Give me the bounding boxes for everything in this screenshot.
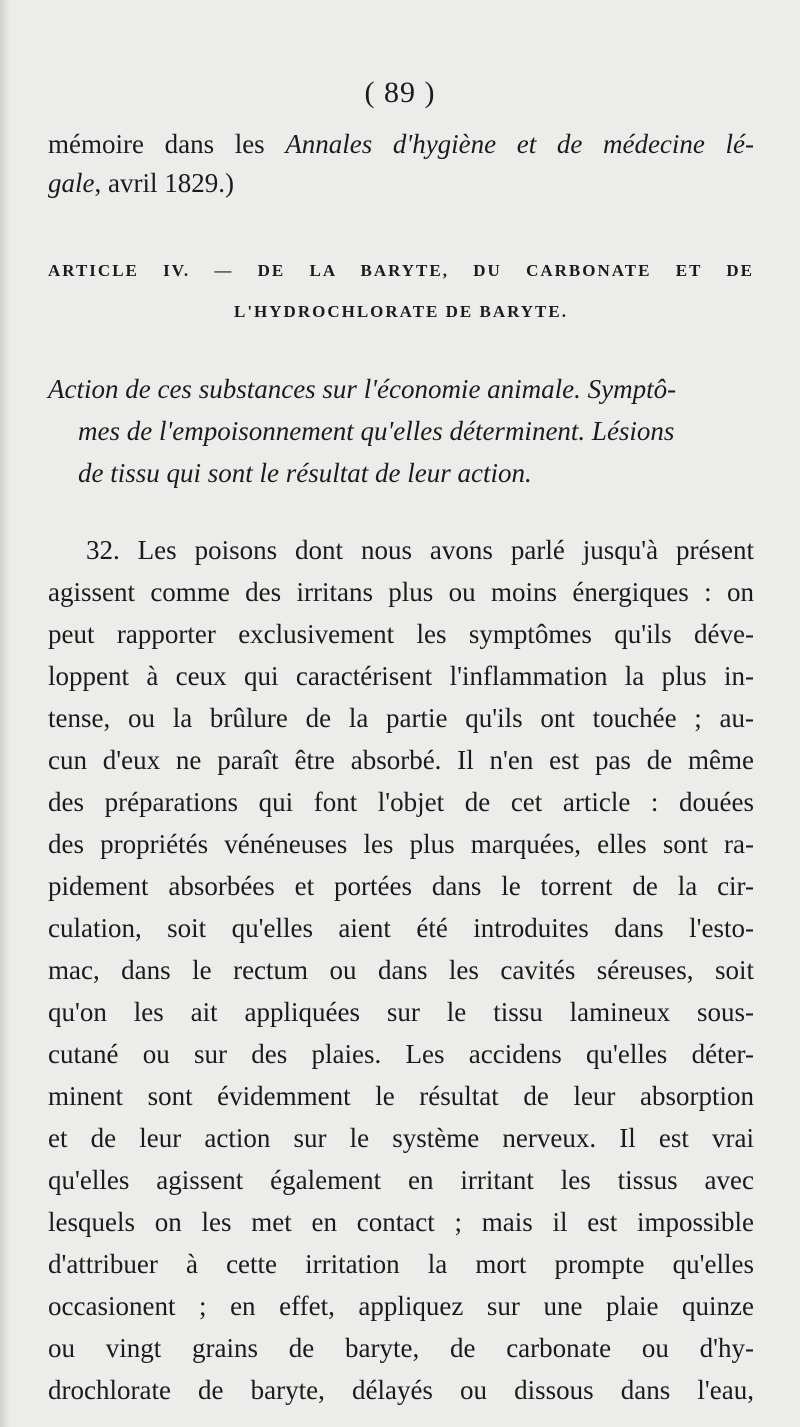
paragraph-line: et de leur action sur le système nerveux. Il est vrai [48,1123,754,1153]
page-number: ( 89 ) [364,76,436,109]
continuation-line-2: gale, avril 1829.) [48,168,234,198]
subheading-line-1: Action de ces substances sur l'économie animale. Symptô- [48,374,677,404]
paragraph-line: d'attribuer à cette irritation la mort prompte qu'elles [48,1249,754,1279]
subheading-line-2: mes de l'empoisonnement qu'elles déterminent. Lésions [78,416,675,446]
paragraph-line: lesquels on les met en contact ; mais il est impossible [48,1207,754,1237]
paragraph-line: agissent comme des irritans plus ou moins énergiques : on [48,577,754,607]
paragraph-line: cutané ou sur des plaies. Les accidens qu'elles déter- [48,1039,754,1069]
paragraph-line: tense, ou la brûlure de la partie qu'ils ont touchée ; au- [48,703,754,733]
paragraph-line: des préparations qui font l'objet de cet article : douées [48,787,754,817]
paragraph-line: 32. Les poisons dont nous avons parlé jusqu'à présent [86,535,754,565]
paragraph-line: qu'elles agissent également en irritant les tissus avec [48,1165,754,1195]
article-heading-line-2: L'HYDROCHLORATE DE BARYTE. [234,302,568,321]
paragraph-line: qu'on les ait appliquées sur le tissu lamineux sous- [48,997,754,1027]
subheading-line-3: de tissu qui sont le résultat de leur action. [78,458,532,488]
paragraph-line: peut rapporter exclusivement les symptômes qu'ils déve- [48,619,754,649]
paragraph-line: culation, soit qu'elles aient été introduites dans l'esto- [48,913,754,943]
paragraph-line: pidement absorbées et portées dans le torrent de la cir- [48,871,754,901]
paragraph-line: minent sont évidemment le résultat de leur absorption [48,1081,754,1111]
paragraph-line: ou vingt grains de baryte, de carbonate ou d'hy- [48,1333,754,1363]
paragraph-line: drochlorate de baryte, délayés ou dissous dans l'eau, [48,1375,754,1405]
paragraph-line: des propriétés vénéneuses les plus marquées, elles sont ra- [48,829,754,859]
paragraph-line: cun d'eux ne paraît être absorbé. Il n'en est pas de même [48,745,754,775]
paragraph-line: mac, dans le rectum ou dans les cavités séreuses, soit [48,955,754,985]
continuation-line-1: mémoire dans les Annales d'hygiène et de médecine lé- [48,129,754,159]
article-heading-line-1: ARTICLE IV. — DE LA BARYTE, DU CARBONATE ET DE [48,261,754,280]
page-edge-shadow [0,0,10,1427]
paragraph-line: occasionent ; en effet, appliquez sur une plaie quinze [48,1291,754,1321]
paragraph-line: loppent à ceux qui caractérisent l'inflammation la plus in- [48,661,754,691]
